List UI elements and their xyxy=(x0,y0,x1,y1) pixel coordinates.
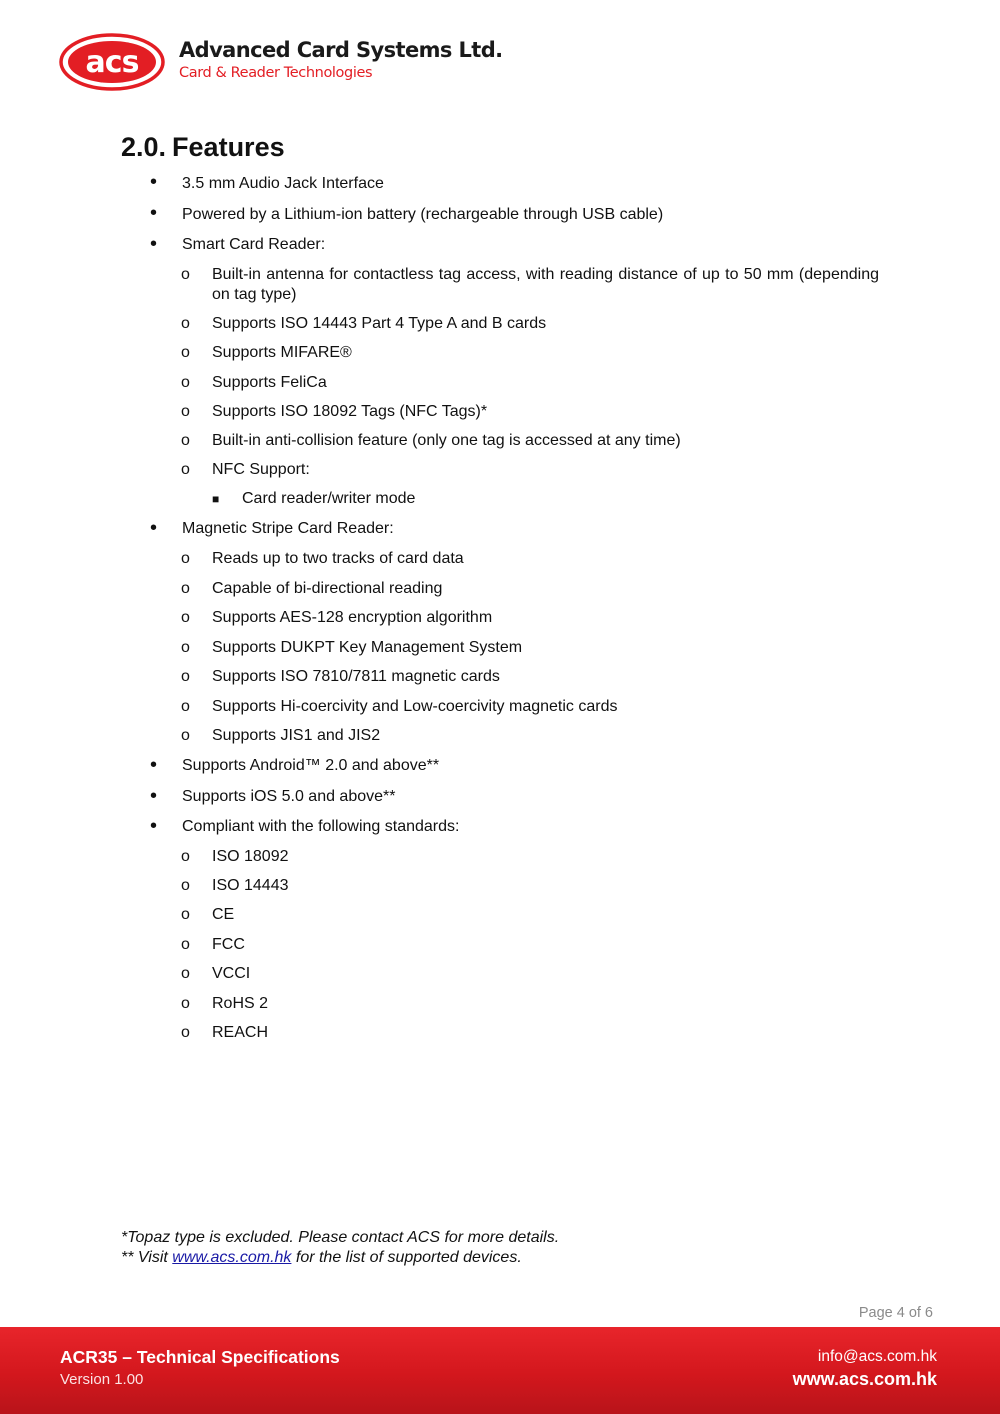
list-item: Supports FeliCa xyxy=(212,374,327,391)
list-item: Supports Hi-coercivity and Low-coercivity magnetic cards xyxy=(212,698,618,715)
bullet-circle-icon: o xyxy=(181,848,190,865)
bullet-circle-icon: o xyxy=(181,727,190,744)
bullet-circle-icon: o xyxy=(181,580,190,597)
section-title-text: Features xyxy=(172,132,285,162)
list-item: Card reader/writer mode xyxy=(242,490,416,507)
list-item: Supports AES-128 encryption algorithm xyxy=(212,609,493,626)
bullet-dot-icon: • xyxy=(150,233,158,255)
footnote-topaz: *Topaz type is excluded. Please contact ACS for more details. xyxy=(121,1229,560,1246)
logo-text: acs xyxy=(85,45,139,80)
list-item: FCC xyxy=(212,936,245,953)
document-title: ACR35 – Technical Specifications xyxy=(60,1347,340,1367)
bullet-circle-icon: o xyxy=(181,995,190,1012)
company-tagline: Card & Reader Technologies xyxy=(179,65,373,81)
list-item: Smart Card Reader: xyxy=(182,236,326,253)
list-item: Powered by a Lithium-ion battery (rechargeable through USB cable) xyxy=(182,206,664,223)
bullet-circle-icon: o xyxy=(181,344,190,361)
list-item: 3.5 mm Audio Jack Interface xyxy=(182,175,384,192)
document-version: Version 1.00 xyxy=(60,1371,144,1388)
bullet-circle-icon: o xyxy=(181,609,190,626)
page-number: Page 4 of 6 xyxy=(858,1305,933,1321)
list-item: REACH xyxy=(212,1024,269,1041)
bullet-circle-icon: o xyxy=(181,906,190,923)
bullet-circle-icon: o xyxy=(181,403,190,420)
contact-email[interactable]: info@acs.com.hk xyxy=(817,1348,937,1365)
bullet-circle-icon: o xyxy=(181,877,190,894)
document-footer xyxy=(0,1327,1000,1414)
bullet-dot-icon: • xyxy=(150,171,158,193)
footnote-suffix: for the list of supported devices. xyxy=(291,1249,522,1266)
bullet-circle-icon: o xyxy=(181,936,190,953)
bullet-circle-icon: o xyxy=(181,1024,190,1041)
bullet-dot-icon: • xyxy=(150,815,158,837)
bullet-circle-icon: o xyxy=(181,374,190,391)
list-item: Reads up to two tracks of card data xyxy=(212,550,464,567)
list-item: Supports DUKPT Key Management System xyxy=(212,639,523,656)
bullet-circle-icon: o xyxy=(181,965,190,982)
bullet-dot-icon: • xyxy=(150,754,158,776)
company-name: Advanced Card Systems Ltd. xyxy=(179,38,503,62)
list-item: VCCI xyxy=(212,965,251,982)
bullet-square-icon: ■ xyxy=(212,492,220,506)
company-website[interactable]: www.acs.com.hk xyxy=(792,1369,937,1389)
acs-website-link[interactable]: www.acs.com.hk xyxy=(172,1249,292,1266)
list-item: Magnetic Stripe Card Reader: xyxy=(182,520,394,537)
section-number: 2.0. xyxy=(121,132,167,162)
list-item: Supports JIS1 and JIS2 xyxy=(212,727,381,744)
bullet-circle-icon: o xyxy=(181,461,190,478)
bullet-circle-icon: o xyxy=(181,550,190,567)
bullet-circle-icon: o xyxy=(181,266,190,283)
list-item: Supports ISO 18092 Tags (NFC Tags)* xyxy=(212,403,488,420)
bullet-dot-icon: • xyxy=(150,202,158,224)
list-item: Built-in anti-collision feature (only one tag is accessed at any time) xyxy=(212,432,681,449)
list-item: ISO 18092 xyxy=(212,848,289,865)
bullet-circle-icon: o xyxy=(181,639,190,656)
bullet-circle-icon: o xyxy=(181,698,190,715)
footnotes xyxy=(121,1228,559,1268)
list-item: Supports Android™ 2.0 and above** xyxy=(182,757,440,774)
bullet-circle-icon: o xyxy=(181,315,190,332)
list-item: Supports MIFARE® xyxy=(212,344,352,361)
bullet-dot-icon: • xyxy=(150,785,158,807)
list-item: Compliant with the following standards: xyxy=(182,818,460,835)
list-item: ISO 14443 xyxy=(212,877,289,894)
bullet-circle-icon: o xyxy=(181,432,190,449)
list-item: NFC Support: xyxy=(212,461,310,478)
footnote-prefix: ** Visit xyxy=(121,1249,173,1266)
list-item: RoHS 2 xyxy=(212,995,269,1012)
list-item: Capable of bi-directional reading xyxy=(212,580,443,597)
list-item: Built-in antenna for contactless tag access, with reading distance of up to 50 mm (depending on tag type) xyxy=(212,266,879,303)
list-item: Supports ISO 14443 Part 4 Type A and B cards xyxy=(212,315,547,332)
list-item: CE xyxy=(212,906,235,923)
bullet-circle-icon: o xyxy=(181,668,190,685)
bullet-dot-icon: • xyxy=(150,517,158,539)
list-item: Supports ISO 7810/7811 magnetic cards xyxy=(212,668,500,685)
list-item: Supports iOS 5.0 and above** xyxy=(182,788,396,805)
footnote-devices xyxy=(121,1248,559,1268)
